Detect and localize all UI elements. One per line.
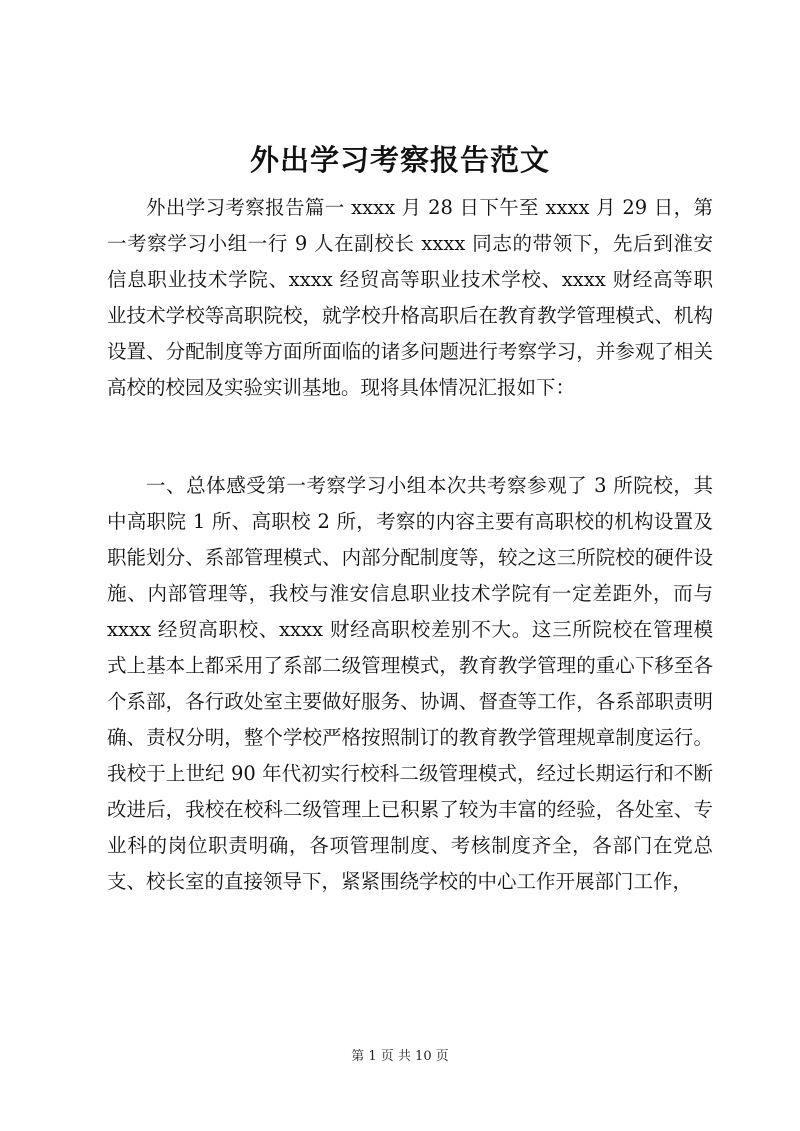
paragraph-intro: 外出学习考察报告篇一 xxxx 月 28 日下午至 xxxx 月 29 日，第一考察学习小组一行 9 人在副校长 xxxx 同志的带领下，先后到淮安信息职业技术学院、xxxx 经贸高等职业技术学校、xxxx 财经高等职业技术学校等高职院校，就学校升格高职后在教育教学管理模式、机构设置、分配制度等方面所面临的诸多问题进行考察学习，并参观了相关高校的校园及实验实训基地。现将具体情况汇报如下： xyxy=(107,196,713,399)
paragraph-overall-impression: 一、总体感受第一考察学习小组本次共考察参观了 3 所院校，其中高职院 1 所、高职校 2 所，考察的内容主要有高职校的机构设置及职能划分、系部管理模式、内部分配制度等，较之这三所院校的硬件设施、内部管理等，我校与淮安信息职业技术学院有一定差距外，而与 xxxx 经贸高职校、xxxx 财经高职校差别不大。这三所院校在管理模式上基本上都采用了系部二级管理模式，教育教学管理的重心下移至各个系部，各行政处室主要做好服务、协调、督查等工作，各系部职责明确、责权分明，整个学校严格按照制订的教育教学管理规章制度运行。我校于上世纪 90 年代初实行校科二级管理模式，经过长期运行和不断改进后，我校在校科二级管理上已积累了较为丰富的经验，各处室、专业科的岗位职责明确，各项管理制度、考核制度齐全，各部门在党总支、校长室的直接领导下，紧紧围绕学校的中心工作开展部门工作， xyxy=(107,474,713,893)
page-footer: 第 1 页 共 10 页 xyxy=(351,1049,449,1064)
document-title: 外出学习考察报告范文 xyxy=(249,143,550,177)
